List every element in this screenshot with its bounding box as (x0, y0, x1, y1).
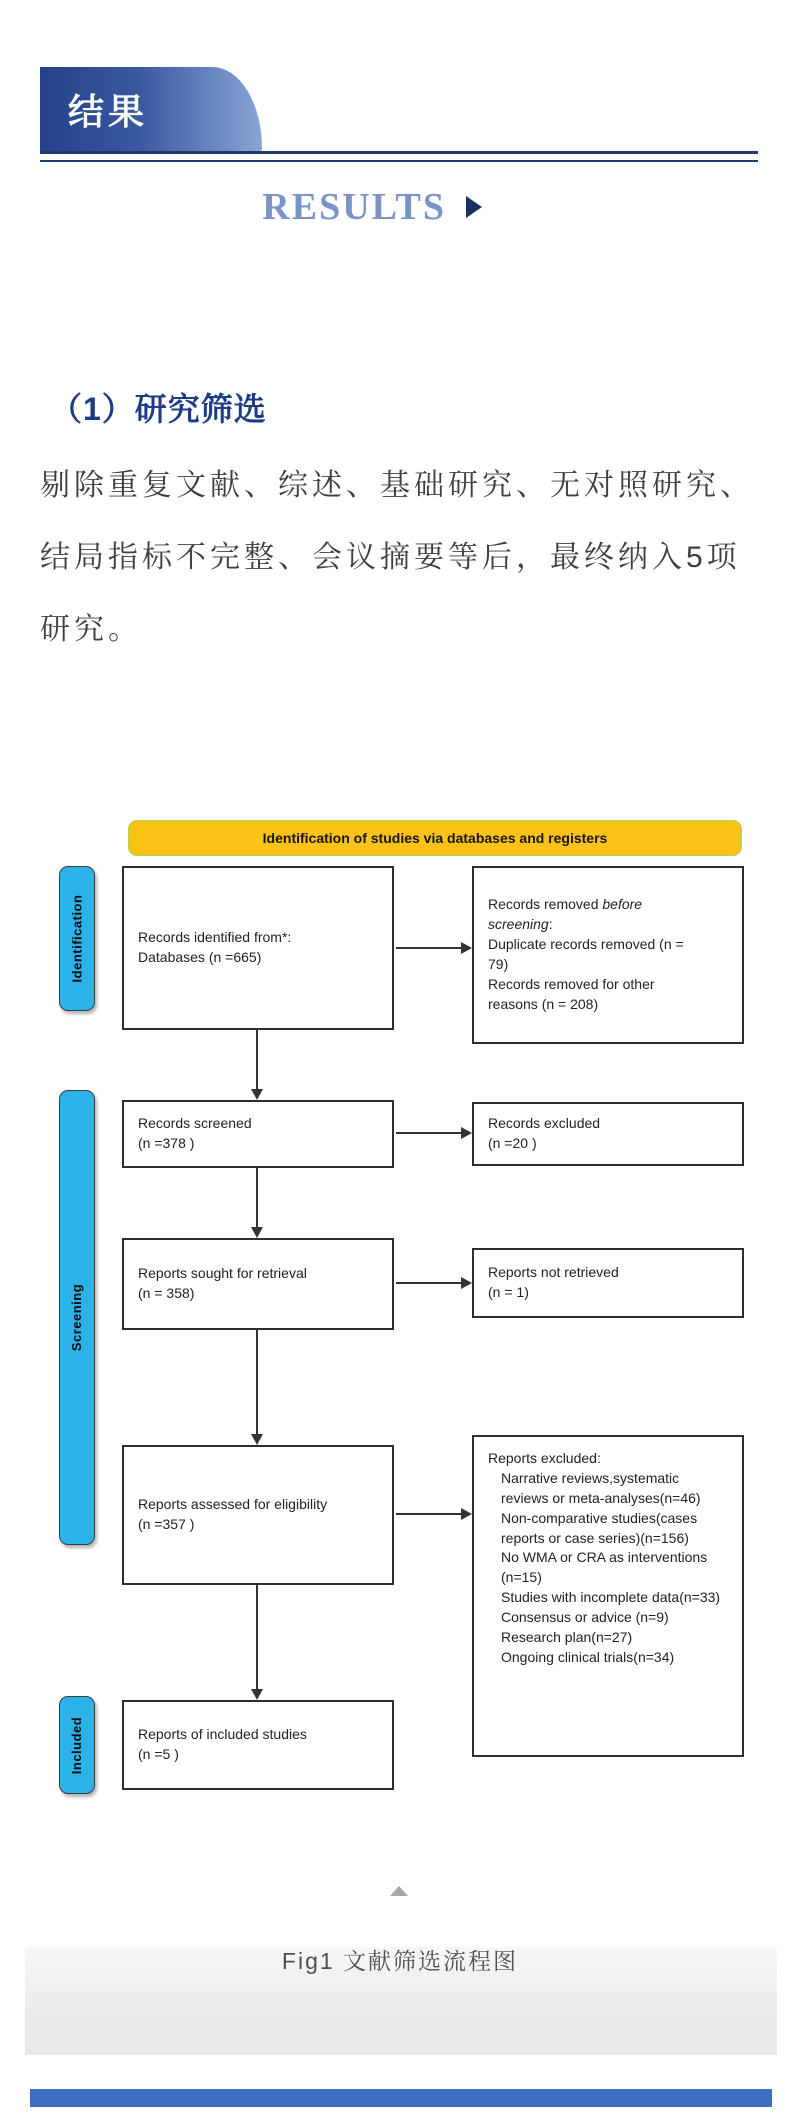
arrow-head-icon (251, 1227, 263, 1238)
flow-box-text: reasons (n = 208) (488, 995, 599, 1012)
exclusion-reason: Ongoing clinical trials(n=34) (501, 1648, 675, 1665)
arrow-line (396, 1282, 462, 1284)
divider-thin (40, 160, 758, 162)
exclusion-reason: Narrative reviews,systematic reviews or meta-analyses(n=46) (501, 1469, 701, 1506)
flow-box-text: Reports sought for retrieval (138, 1265, 307, 1282)
footer-bar (30, 2089, 772, 2107)
stage-tab-label: Included (69, 1716, 85, 1774)
arrow-head-icon (251, 1689, 263, 1700)
flow-box-text: (n =5 ) (138, 1746, 179, 1762)
flow-box-text: Records identified from*: (138, 929, 292, 946)
exclusion-reason: Consensus or advice (n=9) (501, 1609, 669, 1625)
exclusion-reason: No WMA or CRA as interventions (n=15) (501, 1549, 708, 1586)
arrow-line (396, 1132, 462, 1134)
flowchart-title-bar: Identification of studies via databases and registers (128, 820, 742, 856)
paragraph-line: 研究。 (40, 613, 142, 646)
arrow-head-icon (461, 942, 472, 954)
arrow-line (256, 1030, 258, 1089)
exclusion-reason: Studies with incomplete data(n=33) (501, 1589, 721, 1606)
arrow-head-icon (461, 1127, 472, 1139)
results-row (40, 188, 482, 226)
flow-box-text: Reports assessed for eligibility (138, 1496, 328, 1513)
exclusion-reason: Non-comparative studies(cases reports or case series)(n=156) (501, 1509, 698, 1546)
stage-tab-screening (59, 1090, 95, 1545)
arrow-head-icon (461, 1277, 472, 1289)
flow-box-text: (n = 358) (138, 1285, 195, 1301)
flow-box-text: (n =20 ) (488, 1135, 537, 1151)
flow-box-text: screening: (488, 916, 553, 933)
flow-box-text: Duplicate records removed (n = (488, 936, 684, 953)
arrow-head-icon (251, 1434, 263, 1445)
flow-box-text: Reports not retrieved (488, 1264, 619, 1281)
flow-box-text: Records removed for other (488, 975, 655, 992)
section-banner (40, 67, 262, 152)
play-arrow-icon (466, 196, 482, 218)
arrow-line (256, 1168, 258, 1227)
flow-box-reports-excluded (472, 1435, 744, 1757)
flow-box-not-retrieved (472, 1248, 744, 1318)
arrow-line (256, 1330, 258, 1434)
flow-box-records-identified (122, 866, 394, 1030)
flow-box-text: Records screened (138, 1115, 252, 1132)
flow-box-reports-sought (122, 1238, 394, 1330)
stage-tab-included (59, 1696, 95, 1794)
flow-box-text: Records excluded (488, 1115, 601, 1132)
flow-box-reports-assessed (122, 1445, 394, 1585)
arrow-head-icon (461, 1508, 472, 1520)
arrow-head-icon (251, 1089, 263, 1100)
exclusion-reason-list (488, 1469, 730, 1668)
arrow-line (396, 1513, 462, 1515)
arrow-line (256, 1585, 258, 1689)
paragraph-line: 剔除重复文献、综述、基础研究、无对照研究、 (40, 469, 754, 502)
collapse-triangle-icon[interactable] (390, 1886, 408, 1896)
stage-tab-identification (59, 866, 95, 1011)
flow-box-records-removed (472, 866, 744, 1044)
divider-thick (40, 151, 758, 154)
exclusion-reason: Research plan(n=27) (501, 1628, 633, 1645)
flow-box-text: Reports excluded: (488, 1450, 601, 1466)
flow-box-records-excluded (472, 1102, 744, 1166)
flow-box-text: (n = 1) (488, 1284, 529, 1300)
flow-box-text: (n =378 ) (138, 1135, 195, 1151)
subsection-heading: （1）研究筛选 (50, 391, 267, 427)
flow-box-text: Reports of included studies (138, 1726, 307, 1743)
stage-tab-label: Screening (69, 1283, 85, 1352)
stage-tab-label: Identification (69, 894, 85, 983)
arrow-line (396, 947, 462, 949)
flow-box-text: (n =357 ) (138, 1516, 195, 1532)
flow-box-records-screened (122, 1100, 394, 1168)
results-title: RESULTS (262, 186, 446, 228)
flow-box-text: Databases (n =665) (138, 949, 262, 965)
banner-title: 结果 (68, 91, 149, 132)
flow-box-text: Records removed before (488, 896, 643, 913)
paragraph-line: 结局指标不完整、会议摘要等后，最终纳入5项 (40, 541, 741, 574)
flow-box-included-studies (122, 1700, 394, 1790)
figure-caption: Fig1 文献筛选流程图 (281, 1948, 519, 1974)
flow-box-text: 79) (488, 956, 509, 972)
